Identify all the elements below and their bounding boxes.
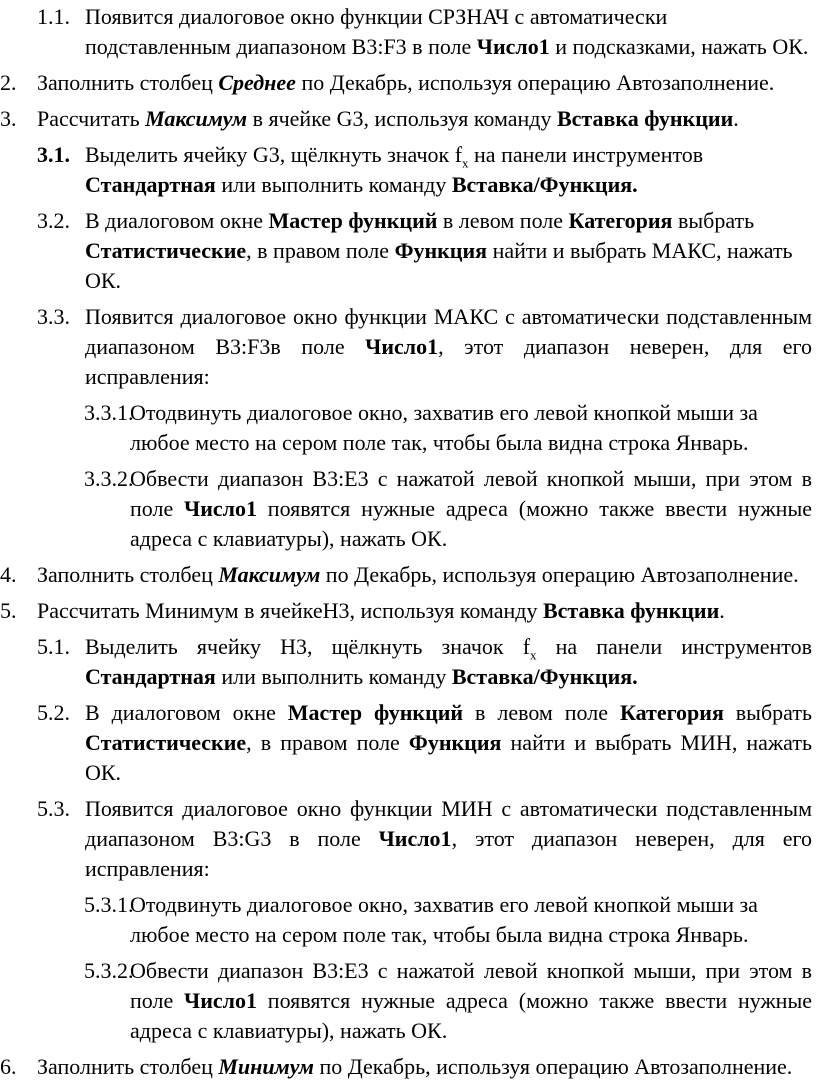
text-run: по Декабрь, используя операцию Автозаполнение. bbox=[320, 562, 799, 587]
list-item-number: 2. bbox=[0, 70, 17, 95]
bold-term: Категория bbox=[619, 700, 724, 725]
text-run: , в правом поле bbox=[246, 730, 409, 755]
list-item-text bbox=[85, 2, 812, 62]
text-run: В диалоговом окне bbox=[85, 208, 269, 233]
bold-term: Число1 bbox=[378, 826, 452, 851]
list-item-number: 5.3.2. bbox=[84, 958, 134, 983]
bold-term: Функция bbox=[394, 238, 488, 263]
text-run: по Декабрь, используя операцию Автозаполнение. bbox=[295, 70, 775, 95]
text-run: , этот диапазон неверен, для его исправления: bbox=[85, 334, 812, 389]
text-run: Заполнить столбец bbox=[37, 562, 219, 587]
text-run: Обвести диапазон B3:E3 с нажатой левой кнопкой мыши, при этом в поле bbox=[130, 958, 812, 1013]
bold-term: Среднее bbox=[218, 70, 296, 95]
list-item-number: 3.3.1. bbox=[84, 400, 134, 425]
text-run: . bbox=[733, 106, 739, 131]
bold-term: Вставка функции bbox=[556, 106, 734, 131]
list-item-number: 5. bbox=[0, 598, 17, 623]
list-item bbox=[0, 632, 812, 692]
bold-term: Стандартная bbox=[85, 172, 216, 197]
text-run: появятся нужные адреса (можно также ввести нужные адреса с клавиатуры), нажать ОК. bbox=[130, 988, 812, 1043]
text-run: найти и выбрать МИН, нажать ОК. bbox=[85, 730, 812, 785]
text-run: . bbox=[719, 598, 725, 623]
text-run: в ячейке G3, используя команду bbox=[247, 106, 557, 131]
list-item bbox=[0, 1052, 812, 1082]
list-item bbox=[0, 398, 812, 458]
text-run: Рассчитать Минимум в ячейкеН3, используя команду bbox=[37, 598, 543, 623]
bold-term: Число1 bbox=[184, 988, 257, 1013]
list-item-text bbox=[37, 1052, 812, 1082]
list-item-number: 3.3.2. bbox=[84, 466, 134, 491]
list-item-number: 6. bbox=[0, 1054, 17, 1079]
list-item-text bbox=[130, 398, 812, 458]
subscript: x bbox=[462, 155, 469, 171]
list-item-text bbox=[130, 464, 812, 554]
list-item-text bbox=[85, 140, 812, 200]
list-item bbox=[0, 302, 812, 392]
subscript: x bbox=[530, 647, 537, 663]
bold-term: Стандартная bbox=[85, 664, 216, 689]
text-run: на панели инструментов bbox=[536, 634, 812, 659]
list-item-text bbox=[130, 890, 812, 950]
text-run: выбрать bbox=[723, 700, 812, 725]
list-item bbox=[0, 698, 812, 788]
list-item bbox=[0, 206, 812, 296]
bold-term: Вставка/Функция. bbox=[451, 664, 638, 689]
text-run: , этот диапазон неверен, для его исправления: bbox=[85, 826, 812, 881]
list-item bbox=[0, 794, 812, 884]
text-run: Рассчитать bbox=[37, 106, 146, 131]
list-item-text bbox=[85, 794, 812, 884]
text-run: в левом поле bbox=[437, 208, 569, 233]
text-run: В диалоговом окне bbox=[85, 700, 288, 725]
bold-term: Статистические bbox=[85, 238, 247, 263]
bold-term: Категория bbox=[568, 208, 673, 233]
list-item-text bbox=[85, 206, 812, 296]
bold-term: Число1 bbox=[476, 34, 550, 59]
list-item bbox=[0, 68, 812, 98]
text-run: появятся нужные адреса (можно также ввести нужные адреса с клавиатуры), нажать ОК. bbox=[130, 496, 812, 551]
list-item-text bbox=[37, 596, 812, 626]
bold-term: Число1 bbox=[365, 334, 439, 359]
list-item-number: 4. bbox=[0, 562, 17, 587]
text-run: Заполнить столбец bbox=[37, 70, 219, 95]
text-run: Обвести диапазон B3:E3 с нажатой левой кнопкой мыши, при этом в поле bbox=[130, 466, 812, 521]
list-item-text bbox=[130, 956, 812, 1046]
list-item bbox=[0, 890, 812, 950]
list-item-number: 3.3. bbox=[37, 304, 70, 329]
list-item-number: 5.3. bbox=[37, 796, 70, 821]
list-item bbox=[0, 560, 812, 590]
text-run: или выполнить команду bbox=[215, 664, 452, 689]
text-run: Появится диалоговое окно функции СРЗНАЧ с автоматически подставленным диапазоном B3:F3 в поле bbox=[85, 4, 668, 59]
bold-term: Функция bbox=[408, 730, 502, 755]
list-item bbox=[0, 140, 812, 200]
list-item-text bbox=[37, 104, 812, 134]
bold-term: Вставка/Функция. bbox=[451, 172, 638, 197]
list-item-number: 5.3.1. bbox=[84, 892, 134, 917]
text-run: Выделить ячейку Н3, щёлкнуть значок f bbox=[85, 634, 531, 659]
text-run: Отодвинуть диалоговое окно, захватив его левой кнопкой мыши за любое место на сером поле так, чтобы была видна строка Январь. bbox=[130, 400, 758, 455]
bold-term: Максимум bbox=[145, 106, 248, 131]
list-item-number: 3.2. bbox=[37, 208, 70, 233]
list-item-number: 3. bbox=[0, 106, 17, 131]
list-item-number: 3.1. bbox=[37, 142, 70, 167]
bold-term: Минимум bbox=[218, 1054, 314, 1079]
list-item-text bbox=[37, 68, 812, 98]
list-item-number: 5.1. bbox=[37, 634, 70, 659]
list-item bbox=[0, 104, 812, 134]
text-run: найти и выбрать МАКС, нажать ОК. bbox=[85, 238, 793, 293]
text-run: по Декабрь, используя операцию Автозаполнение. bbox=[313, 1054, 793, 1079]
bold-term: Максимум bbox=[218, 562, 321, 587]
text-run: Выделить ячейку G3, щёлкнуть значок f bbox=[85, 142, 463, 167]
text-run: , в правом поле bbox=[246, 238, 395, 263]
list-item-text bbox=[37, 560, 812, 590]
list-item bbox=[0, 2, 812, 62]
bold-term: Число1 bbox=[184, 496, 257, 521]
bold-term: Вставка функции bbox=[542, 598, 720, 623]
list-item-text bbox=[85, 302, 812, 392]
list-item-text bbox=[85, 698, 812, 788]
list-item bbox=[0, 596, 812, 626]
text-run: Появится диалоговое окно функции МАКС с автоматически подставленным диапазоном B3:F3в поле bbox=[85, 304, 812, 359]
text-run: Появится диалоговое окно функции МИН с автоматически подставленным диапазоном B3:G3 в поле bbox=[85, 796, 812, 851]
list-item-number: 5.2. bbox=[37, 700, 70, 725]
text-run: Отодвинуть диалоговое окно, захватив его левой кнопкой мыши за любое место на сером поле так, чтобы была видна строка Январь. bbox=[130, 892, 758, 947]
text-run: или выполнить команду bbox=[215, 172, 452, 197]
bold-term: Статистические bbox=[85, 730, 247, 755]
text-run: на панели инструментов bbox=[468, 142, 704, 167]
bold-term: Мастер функций bbox=[268, 208, 438, 233]
list-item bbox=[0, 956, 812, 1046]
text-run: Заполнить столбец bbox=[37, 1054, 219, 1079]
text-run: в левом поле bbox=[463, 700, 620, 725]
list-item-number: 1.1. bbox=[37, 4, 70, 29]
list-item bbox=[0, 464, 812, 554]
text-run: выбрать bbox=[672, 208, 755, 233]
text-run: и подсказками, нажать ОК. bbox=[549, 34, 809, 59]
list-item-text bbox=[85, 632, 812, 692]
bold-term: Мастер функций bbox=[287, 700, 464, 725]
